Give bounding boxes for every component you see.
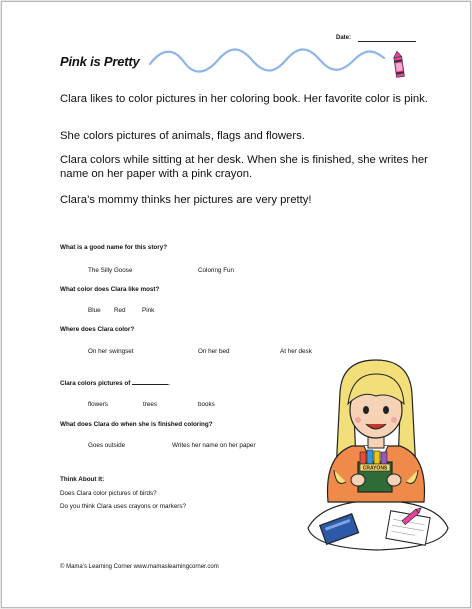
q5-option-1[interactable]: Goes outside: [88, 442, 126, 449]
footer-copyright: © Mama’s Learning Corner www.mamaslearningcorner.com: [60, 564, 219, 570]
question-5: What does Clara do when she is finished coloring?: [60, 421, 213, 428]
question-4-period: .: [168, 380, 170, 387]
story-paragraph-2: She colors pictures of animals, flags and flowers.: [60, 130, 305, 142]
think-question-1: Does Clara color pictures of birds?: [60, 490, 157, 497]
question-3: Where does Clara color?: [60, 326, 135, 333]
q3-option-2[interactable]: On her bed: [198, 348, 230, 355]
date-blank-line: [358, 41, 416, 42]
q2-option-3[interactable]: Pink: [142, 307, 155, 314]
q2-option-2[interactable]: Red: [114, 307, 126, 314]
wavy-line-decoration: [148, 44, 388, 76]
answer-blank: [132, 379, 168, 385]
q2-option-1[interactable]: Blue: [88, 307, 101, 314]
q3-option-3[interactable]: At her desk: [280, 348, 312, 355]
q3-option-1[interactable]: On her swingset: [88, 348, 134, 355]
q4-option-1[interactable]: flowers: [88, 401, 108, 408]
girl-coloring-illustration: [302, 352, 452, 552]
q4-option-2[interactable]: trees: [143, 401, 157, 408]
q1-option-2[interactable]: Coloring Fun: [198, 267, 235, 274]
page-title: Pink is Pretty: [60, 54, 140, 69]
q1-option-1[interactable]: The Silly Goose: [88, 267, 133, 274]
question-4-text: Clara colors pictures of: [60, 380, 131, 387]
think-about-it-heading: Think About It:: [60, 476, 105, 483]
date-label: Date:: [336, 35, 352, 41]
question-1: What is a good name for this story?: [60, 244, 168, 251]
story-paragraph-1: Clara likes to color pictures in her coloring book. Her favorite color is pink.: [60, 93, 428, 105]
question-2: What color does Clara like most?: [60, 286, 160, 293]
q4-option-3[interactable]: books: [198, 401, 215, 408]
worksheet-page: [1, 1, 471, 608]
story-paragraph-4: Clara’s mommy thinks her pictures are very pretty!: [60, 194, 312, 206]
crayon-box-label: CRAYONS: [362, 465, 388, 472]
q5-option-2[interactable]: Writes her name on her paper: [172, 442, 256, 449]
story-paragraph-3: Clara colors while sitting at her desk. When she is finished, she writes her name on her paper with a pink crayon.: [60, 154, 428, 180]
think-question-2: Do you think Clara uses crayons or markers?: [60, 503, 186, 510]
pink-crayon-icon: [388, 51, 410, 81]
question-4: [60, 379, 170, 387]
